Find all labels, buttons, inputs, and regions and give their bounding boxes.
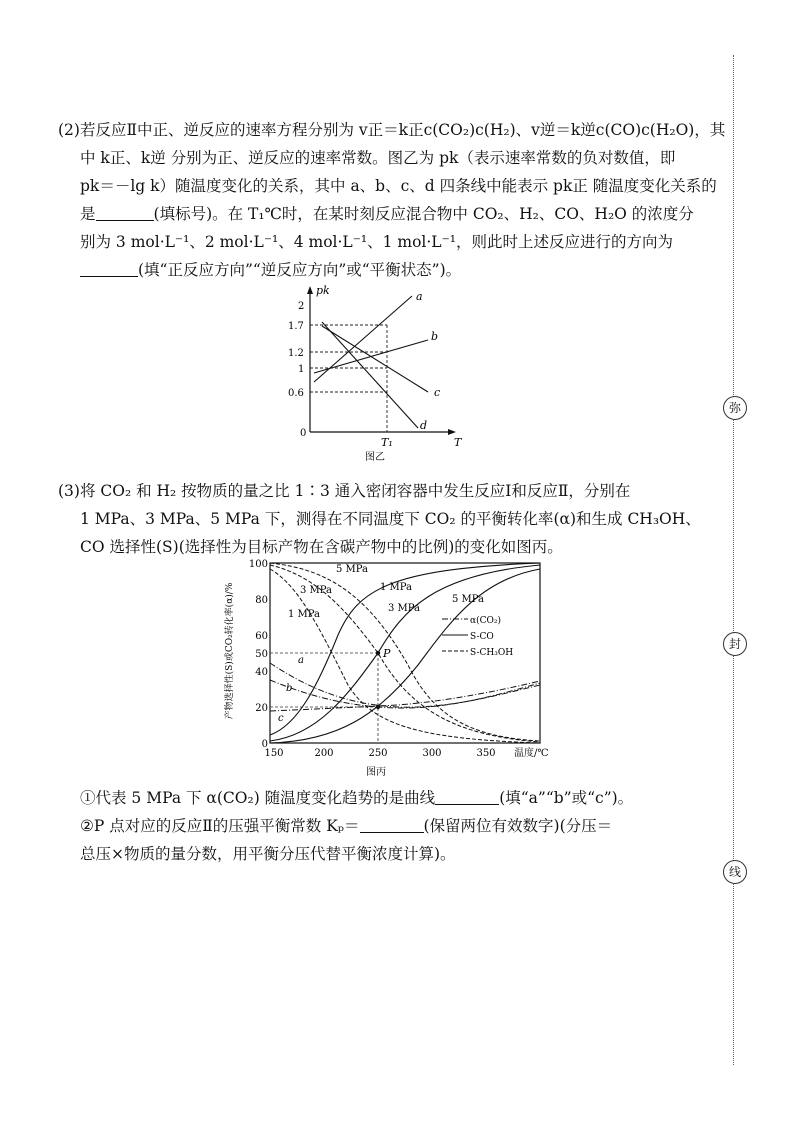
bing-point-p-label: P [383,647,391,660]
legend-co: S-CO [470,632,494,642]
q1-line [58,784,708,812]
bing-xtick: 200 [314,748,334,759]
yi-x-label: T [454,436,462,449]
part2-line-6 [58,256,708,284]
q2-text: ②P 点对应的反应Ⅱ的压强平衡常数 Kₚ＝ [80,817,360,835]
bing-pressure-label: 1 MPa [380,582,413,593]
yi-line-d [322,322,418,428]
bing-ytick: 50 [255,649,268,660]
bing-ytick: 100 [248,559,268,570]
part2-line-5: 别为 3 mol·L⁻¹、2 mol·L⁻¹、4 mol·L⁻¹、1 mol·L⁻¹，则此时上述反应进行的方向为 [80,233,673,251]
yi-label-d: d [420,419,428,432]
figure-yi [270,284,470,464]
legend-alpha: α(CO₂) [470,616,501,626]
yi-label-a: a [416,290,423,303]
yi-caption: 图乙 [365,452,385,463]
answer-blank-curve[interactable] [96,204,154,221]
bing-point-p [376,651,380,655]
answer-blank-kp[interactable] [360,816,424,833]
q1-text: ①代表 5 MPa 下 α(CO₂) 随温度变化趋势的是曲线 [80,789,436,807]
bing-x-label: 温度/℃ [514,748,549,759]
part2-text [58,116,726,284]
bing-caption: 图丙 [366,767,386,778]
yi-y-arrow [307,286,313,294]
yi-ytick: 1.2 [288,348,304,359]
bing-point-20 [376,705,380,709]
yi-x-tick-t1: T₁ [381,436,393,449]
answer-blank-direction[interactable] [80,260,138,277]
bing-pressure-label: 3 MPa [300,585,333,596]
legend-ch3oh: S-CH₃OH [470,648,514,658]
bing-label-c: c [278,713,284,724]
yi-ytick: 2 [298,301,305,312]
bing-ytick: 40 [255,667,268,678]
part3-line-3: CO 选择性(S)(选择性为目标产物在含碳产物中的比例)的变化如图丙。 [80,538,563,556]
bing-xtick: 300 [422,748,442,759]
bing-xtick: 350 [476,748,496,759]
yi-label-b: b [431,330,439,343]
bing-alpha-a [270,663,540,707]
yi-label-c: c [434,386,441,399]
yi-x-arrow [448,429,456,435]
part3-text [58,477,708,561]
yi-line-c [322,326,428,392]
part2-line-2: 中 k正、k逆 分别为正、逆反应的速率常数。图乙为 pk（表示速率常数的负对数值，即 [80,149,676,167]
part2-line-4-prefix: 是 [80,205,96,223]
bing-pressure-label: 5 MPa [452,594,485,605]
bing-ytick: 0 [261,739,268,750]
answer-blank-curve-5mpa[interactable] [435,788,499,805]
subquestions [58,784,708,868]
bing-ytick: 60 [255,631,268,642]
q2-text-after: (保留两位有效数字)(分压＝ [423,817,613,835]
bing-pressure-label: 3 MPa [388,603,421,614]
part2-line-1: (2)若反应Ⅱ中正、逆反应的速率方程分别为 v正＝k正c(CO₂)c(H₂)、v逆＝k逆c(CO)c(H₂O)，其 [58,121,726,139]
figure-bing [218,555,568,783]
yi-origin: 0 [300,428,307,439]
seal-feng: 封 [723,632,747,656]
q1-text-after: (填“a”“b”或“c”)。 [499,789,634,807]
part3-line-2: 1 MPa、3 MPa、5 MPa 下，测得在不同温度下 CO₂ 的平衡转化率(α)和生成 CH₃OH、 [80,510,701,528]
bing-label-a: a [298,655,304,666]
yi-ytick: 1.7 [288,321,304,332]
part3-line-1: (3)将 CO₂ 和 H₂ 按物质的量之比 1∶3 通入密闭容器中发生反应Ⅰ和反应Ⅱ，分别在 [58,482,631,500]
yi-ytick: 0.6 [288,388,304,399]
part2-line-6-text: (填“正反应方向”“逆反应方向”或“平衡状态”)。 [138,261,462,279]
bing-ytick: 20 [255,703,268,714]
bing-ytick: 80 [255,595,268,606]
q2-line-2: 总压×物质的量分数，用平衡分压代替平衡浓度计算)。 [80,845,456,863]
bing-pressure-label: 5 MPa [336,564,369,575]
q2-line [58,812,708,840]
part2-line-3: pk＝－lg k）随温度变化的关系，其中 a、b、c、d 四条线中能表示 pk正 随温度变化关系的 [80,177,717,195]
bing-xtick: 150 [264,748,284,759]
part2-line-4-text: (填标号)。在 T₁℃时，在某时刻反应混合物中 CO₂、H₂、CO、H₂O 的浓度分 [153,205,694,223]
seal-mi: 弥 [723,396,747,420]
bing-xtick: 250 [368,748,388,759]
binding-margin-line [733,55,734,1065]
bing-label-b: b [286,683,293,694]
yi-ytick: 1 [298,364,305,375]
bing-pressure-label: 1 MPa [288,609,321,620]
part2-line-4 [58,200,708,228]
yi-y-label: pk [316,284,330,297]
bing-y-label: 产物选择性(S)或CO₂转化率(α)/% [225,582,235,720]
seal-xian: 线 [723,860,747,884]
